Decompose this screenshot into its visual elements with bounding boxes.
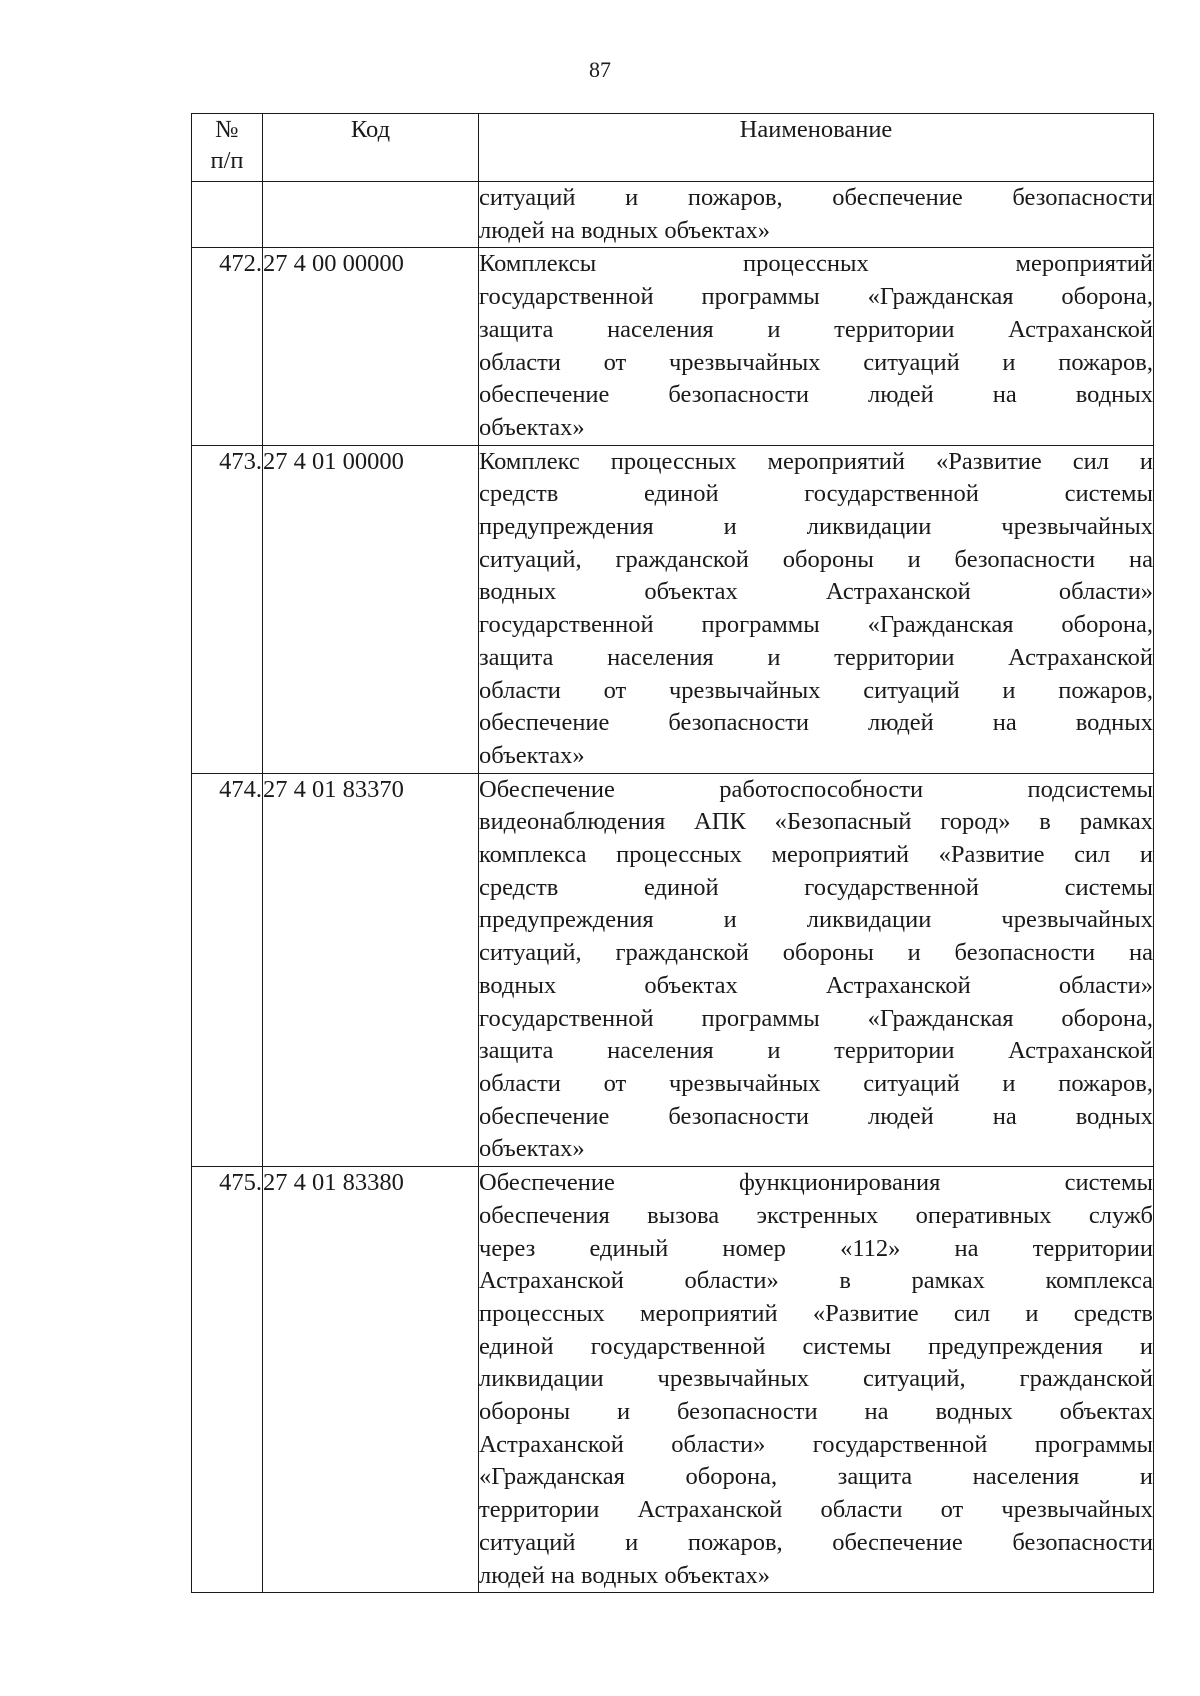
name-line: государственной программы «Гражданская оборона,: [479, 611, 1153, 639]
name-line: Комплекс процессных мероприятий «Развитие сил и: [479, 447, 1153, 475]
name-line: Астраханской области» в рамках комплекса: [479, 1267, 1153, 1295]
name-line: ликвидации чрезвычайных ситуаций, гражданской: [479, 1365, 1153, 1393]
name-line: Обеспечение функционирования системы: [479, 1169, 1153, 1197]
row-name: [479, 1167, 1154, 1593]
name-line: единой государственной системы предупреждения и: [479, 1332, 1153, 1360]
name-line: предупреждения и ликвидации чрезвычайных: [479, 513, 1153, 541]
table-body: [192, 182, 1154, 1593]
name-line: ситуаций и пожаров, обеспечение безопасности: [479, 184, 1153, 211]
name-line: защита населения и территории Астраханской: [479, 315, 1153, 343]
name-line: объектах»: [479, 741, 585, 769]
name-line: Комплексы процессных мероприятий: [479, 250, 1153, 278]
name-line: водных объектах Астраханской области»: [479, 971, 1153, 999]
name-line: средств единой государственной системы: [479, 873, 1153, 901]
name-line: обеспечение безопасности людей на водных: [479, 1102, 1153, 1130]
row-code: 27 4 01 00000: [263, 445, 479, 773]
name-line: области от чрезвычайных ситуаций и пожаров,: [479, 1069, 1153, 1097]
name-line: области от чрезвычайных ситуаций и пожаров,: [479, 348, 1153, 376]
name-line: комплекса процессных мероприятий «Развитие сил и: [479, 841, 1153, 869]
name-line: защита населения и территории Астраханской: [479, 1037, 1153, 1065]
row-name: [479, 182, 1154, 248]
name-line: Обеспечение работоспособности подсистемы: [479, 775, 1153, 803]
name-line: «Гражданская оборона, защита населения и: [479, 1463, 1153, 1491]
row-code: [263, 182, 479, 248]
row-code: 27 4 01 83370: [263, 773, 479, 1166]
name-line: объектах»: [479, 413, 585, 441]
row-name: [479, 773, 1154, 1166]
name-line: обеспечение безопасности людей на водных: [479, 381, 1153, 409]
name-line: предупреждения и ликвидации чрезвычайных: [479, 906, 1153, 934]
name-line: водных объектах Астраханской области»: [479, 578, 1153, 606]
name-line: области от чрезвычайных ситуаций и пожаров,: [479, 676, 1153, 704]
row-name: [479, 445, 1154, 773]
document-table: [191, 113, 1154, 1593]
name-line: людей на водных объектах»: [479, 216, 770, 244]
row-code: 27 4 00 00000: [263, 248, 479, 445]
header-number-abbrev: п/п: [210, 147, 244, 174]
row-number: 472.: [192, 248, 263, 445]
row-name: [479, 248, 1154, 445]
name-line: процессных мероприятий «Развитие сил и средств: [479, 1299, 1153, 1327]
row-number: 473.: [192, 445, 263, 773]
row-number: [192, 182, 263, 248]
name-line: объектах»: [479, 1135, 585, 1163]
page-number: 87: [589, 57, 611, 82]
name-line: обеспечение безопасности людей на водных: [479, 709, 1153, 737]
name-line: средств единой государственной системы: [479, 480, 1153, 508]
header-code: Код: [263, 114, 479, 182]
table-row: [192, 1167, 1154, 1593]
row-code: 27 4 01 83380: [263, 1167, 479, 1593]
name-line: Астраханской области» государственной программы: [479, 1430, 1153, 1458]
name-line: ситуаций, гражданской обороны и безопасности на: [479, 939, 1153, 967]
header-number: [192, 114, 263, 182]
table-row: [192, 773, 1154, 1166]
table-header-row: [192, 114, 1154, 182]
table-row: [192, 248, 1154, 445]
row-number: 474.: [192, 773, 263, 1166]
header-name: Наименование: [479, 114, 1154, 182]
name-line: людей на водных объектах»: [479, 1561, 770, 1589]
name-line: обороны и безопасности на водных объектах: [479, 1398, 1153, 1426]
name-line: обеспечения вызова экстренных оперативных служб: [479, 1201, 1153, 1229]
name-line: видеонаблюдения АПК «Безопасный город» в рамках: [479, 808, 1153, 836]
name-line: территории Астраханской области от чрезвычайных: [479, 1496, 1153, 1524]
name-line: защита населения и территории Астраханской: [479, 643, 1153, 671]
header-number-symbol: №: [215, 116, 239, 143]
name-line: государственной программы «Гражданская оборона,: [479, 1004, 1153, 1032]
table-row: [192, 182, 1154, 248]
name-line: ситуаций, гражданской обороны и безопасности на: [479, 545, 1153, 573]
name-line: через единый номер «112» на территории: [479, 1234, 1153, 1262]
name-line: ситуаций и пожаров, обеспечение безопасности: [479, 1528, 1153, 1556]
table-row: [192, 445, 1154, 773]
row-number: 475.: [192, 1167, 263, 1593]
name-line: государственной программы «Гражданская оборона,: [479, 283, 1153, 311]
